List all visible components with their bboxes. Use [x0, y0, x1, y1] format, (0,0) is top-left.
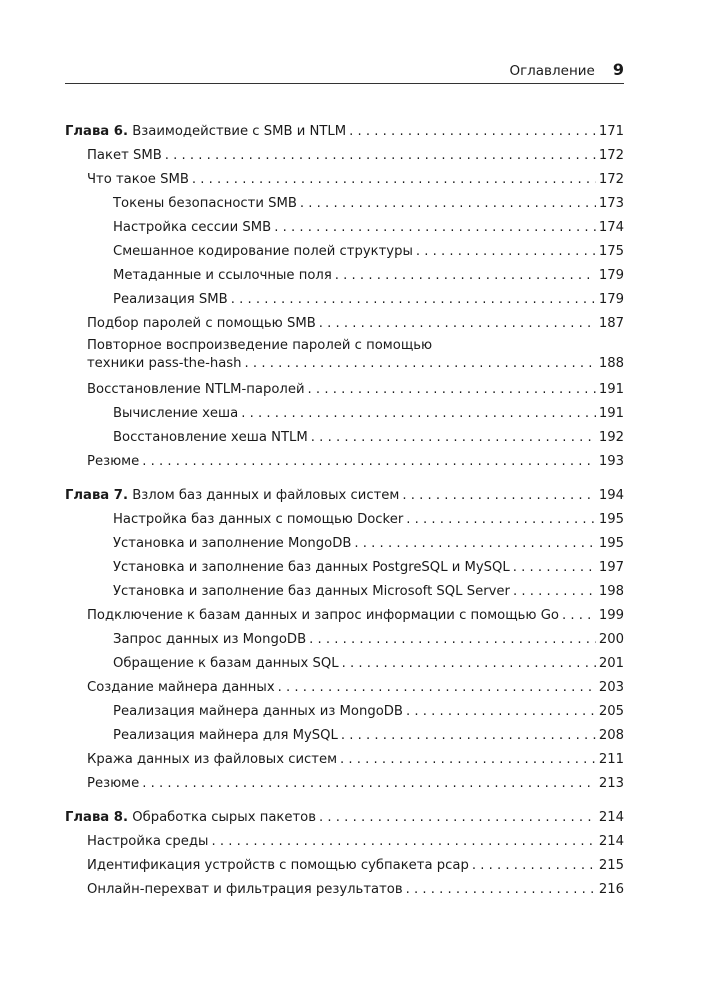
toc-entry-title: Установка и заполнение баз данных Microsoft SQL Server [113, 584, 510, 599]
toc-entry-label [113, 219, 271, 237]
toc-entry [65, 291, 624, 309]
toc-entry-title: Повторное воспроизведение паролей с помощью [87, 338, 433, 353]
toc-entry [65, 631, 624, 649]
toc-entry-title: Токены безопасности SMB [113, 196, 297, 211]
dot-leader [406, 511, 596, 529]
dot-leader [142, 453, 596, 471]
toc-entry-page: 200 [598, 632, 624, 647]
toc-entry [65, 405, 624, 423]
toc-entry [65, 775, 624, 793]
toc-entry-title: Резюме [87, 776, 140, 791]
dot-leader [341, 727, 596, 745]
toc-entry-page: 195 [598, 536, 624, 551]
dot-leader [406, 881, 596, 899]
toc-chapter-entry [65, 487, 624, 505]
toc-entry [65, 195, 624, 213]
toc-entry-page: 205 [598, 704, 624, 719]
dot-leader [319, 315, 596, 333]
dot-leader [354, 535, 595, 553]
toc-entry-page: 198 [598, 584, 624, 599]
toc-entry [65, 147, 624, 165]
dot-leader [319, 809, 596, 827]
toc-entry [65, 679, 624, 697]
dot-leader [300, 195, 596, 213]
toc-entry-page: 173 [598, 196, 624, 211]
toc-entry-label [113, 631, 306, 649]
toc-entry-page: 187 [598, 316, 624, 331]
toc-entry [65, 535, 624, 553]
toc-entry-title: Восстановление хеша NTLM [113, 430, 308, 445]
dot-leader [211, 833, 595, 851]
toc-entry-title: Реализация SMB [113, 292, 228, 307]
toc-entry-title: Обработка сырых пакетов [132, 810, 317, 825]
toc-entry-page: 179 [598, 268, 624, 283]
toc-entry-label [113, 267, 332, 285]
toc-entry-page: 172 [598, 172, 624, 187]
dot-leader [241, 405, 596, 423]
chapter-number: Глава 6. [65, 124, 128, 139]
toc-entry-label [113, 195, 297, 213]
toc-entry-label [87, 381, 305, 399]
toc-entry-page: 191 [598, 382, 624, 397]
toc-entry [65, 881, 624, 899]
toc-entry [65, 243, 624, 261]
dot-leader [231, 291, 596, 309]
toc-entry-label [87, 315, 316, 333]
toc-entry-page: 188 [598, 356, 624, 371]
toc-entry-page: 191 [598, 406, 624, 421]
toc-entry-title: Кража данных из файловых систем [87, 752, 338, 767]
toc-entry-label [87, 833, 208, 851]
dot-leader [309, 631, 596, 649]
toc-entry-label [87, 607, 559, 625]
page-number: 9 [612, 60, 624, 79]
toc-entry [65, 583, 624, 601]
dot-leader [192, 171, 596, 189]
toc-entry-title: Взаимодействие с SMB и NTLM [132, 124, 347, 139]
toc-entry-title: Онлайн-перехват и фильтрация результатов [87, 882, 403, 897]
dot-leader [274, 219, 596, 237]
dot-leader [165, 147, 596, 165]
toc-entry-page: 211 [598, 752, 624, 767]
dot-leader [416, 243, 596, 261]
toc-entry-title: Восстановление NTLM-паролей [87, 382, 305, 397]
toc-entry-label [113, 583, 510, 601]
toc-entry-label [87, 171, 189, 189]
toc-entry-page: 172 [598, 148, 624, 163]
toc-entry-page: 192 [598, 430, 624, 445]
toc-entry-title: Реализация майнера данных из MongoDB [113, 704, 403, 719]
toc-entry-label [65, 809, 316, 827]
toc-entry-title: Пакет SMB [87, 148, 162, 163]
dot-leader [406, 703, 596, 721]
toc-entry-label [113, 559, 510, 577]
toc-entry-page: 195 [598, 512, 624, 527]
toc-entry-label [113, 727, 338, 745]
toc-entry-title: Установка и заполнение MongoDB [113, 536, 352, 551]
toc-entry-page: 174 [598, 220, 624, 235]
toc-entry-label [113, 655, 339, 673]
dot-leader [340, 751, 596, 769]
toc-entry-title: Резюме [87, 454, 140, 469]
toc-entry-title: Вычисление хеша [113, 406, 239, 421]
toc-entry [65, 857, 624, 875]
toc-entry-label [87, 453, 139, 471]
toc-entry [65, 703, 624, 721]
toc-entry-page: 193 [598, 454, 624, 469]
dot-leader [308, 381, 596, 399]
toc-entry-page: 175 [598, 244, 624, 259]
toc-chapter-entry [65, 809, 624, 827]
toc-entry-title: Идентификация устройств с помощью субпакета pcap [87, 858, 469, 873]
toc-entry-title: Настройка среды [87, 834, 209, 849]
toc-entry-title: Реализация майнера для MySQL [113, 728, 338, 743]
toc-entry-label [113, 243, 413, 261]
toc-entry-title: Запрос данных из MongoDB [113, 632, 307, 647]
toc-entry-label [87, 857, 469, 875]
toc-entry-label [65, 123, 346, 141]
toc-entry-page: 208 [598, 728, 624, 743]
dot-leader [342, 655, 596, 673]
toc-entry-page: 216 [598, 882, 624, 897]
toc-entry-title: Взлом баз данных и файловых систем [132, 488, 400, 503]
dot-leader [472, 857, 596, 875]
chapter-number: Глава 7. [65, 488, 128, 503]
dot-leader [402, 487, 595, 505]
toc-entry-label [87, 751, 337, 769]
toc-entry-page: 194 [598, 488, 624, 503]
dot-leader [142, 775, 596, 793]
toc-entry-page: 197 [598, 560, 624, 575]
toc-entry [65, 833, 624, 851]
toc-entry-label [113, 429, 308, 447]
toc-entry-page: 199 [598, 608, 624, 623]
toc-entry [65, 219, 624, 237]
dot-leader [245, 355, 596, 373]
toc-entry [65, 171, 624, 189]
running-title: Оглавление [509, 63, 595, 79]
dot-leader [278, 679, 596, 697]
toc-entry [65, 267, 624, 285]
toc-entry-label [113, 511, 403, 529]
toc-entry-page: 171 [598, 124, 624, 139]
toc-entry-title: Установка и заполнение баз данных PostgreSQL и MySQL [113, 560, 510, 575]
toc-entry [65, 429, 624, 447]
toc-entry-title: Настройка сессии SMB [113, 220, 272, 235]
toc-entry [65, 381, 624, 399]
toc-entry-label [87, 775, 139, 793]
toc-entry-title: Создание майнера данных [87, 680, 275, 695]
toc-entry-page: 201 [598, 656, 624, 671]
toc-entry [65, 453, 624, 471]
dot-leader [513, 583, 596, 601]
dot-leader [349, 123, 596, 141]
toc-entry [65, 655, 624, 673]
toc-entry-label [65, 487, 399, 505]
toc-entry-label [87, 881, 403, 899]
toc-entry-page: 203 [598, 680, 624, 695]
toc-entry-label [113, 703, 403, 721]
toc-entry-label [113, 291, 228, 309]
toc-entry-page: 215 [598, 858, 624, 873]
toc-entry-page: 179 [598, 292, 624, 307]
toc-entry-title: Что такое SMB [87, 172, 189, 187]
toc-entry [65, 727, 624, 745]
dot-leader [311, 429, 596, 447]
toc-entry-label [87, 679, 275, 697]
chapter-number: Глава 8. [65, 810, 128, 825]
toc-entry-page: 214 [598, 810, 624, 825]
dot-leader [335, 267, 596, 285]
toc-entry [65, 607, 624, 625]
toc-entry-title: Подбор паролей с помощью SMB [87, 316, 316, 331]
toc-entry [65, 337, 624, 373]
dot-leader [513, 559, 596, 577]
toc-entry-title: Настройка баз данных с помощью Docker [113, 512, 404, 527]
toc-entry [65, 559, 624, 577]
toc-entry-page: 213 [598, 776, 624, 791]
toc-entry [65, 511, 624, 529]
toc-entry-page: 214 [598, 834, 624, 849]
toc-entry [65, 751, 624, 769]
toc-entry-title-continued: техники pass-the-hash [87, 356, 242, 371]
dot-leader [562, 607, 596, 625]
toc-chapter-entry [65, 123, 624, 141]
toc-entry-title: Обращение к базам данных SQL [113, 656, 339, 671]
toc-entry-title: Метаданные и ссылочные поля [113, 268, 332, 283]
table-of-contents [65, 0, 624, 1000]
toc-entry-label [113, 535, 351, 553]
toc-entry-label [87, 147, 162, 165]
toc-entry-title: Подключение к базам данных и запрос информации с помощью Go [87, 608, 559, 623]
toc-entry [65, 315, 624, 333]
toc-entry-label [113, 405, 238, 423]
toc-entry-title: Смешанное кодирование полей структуры [113, 244, 413, 259]
